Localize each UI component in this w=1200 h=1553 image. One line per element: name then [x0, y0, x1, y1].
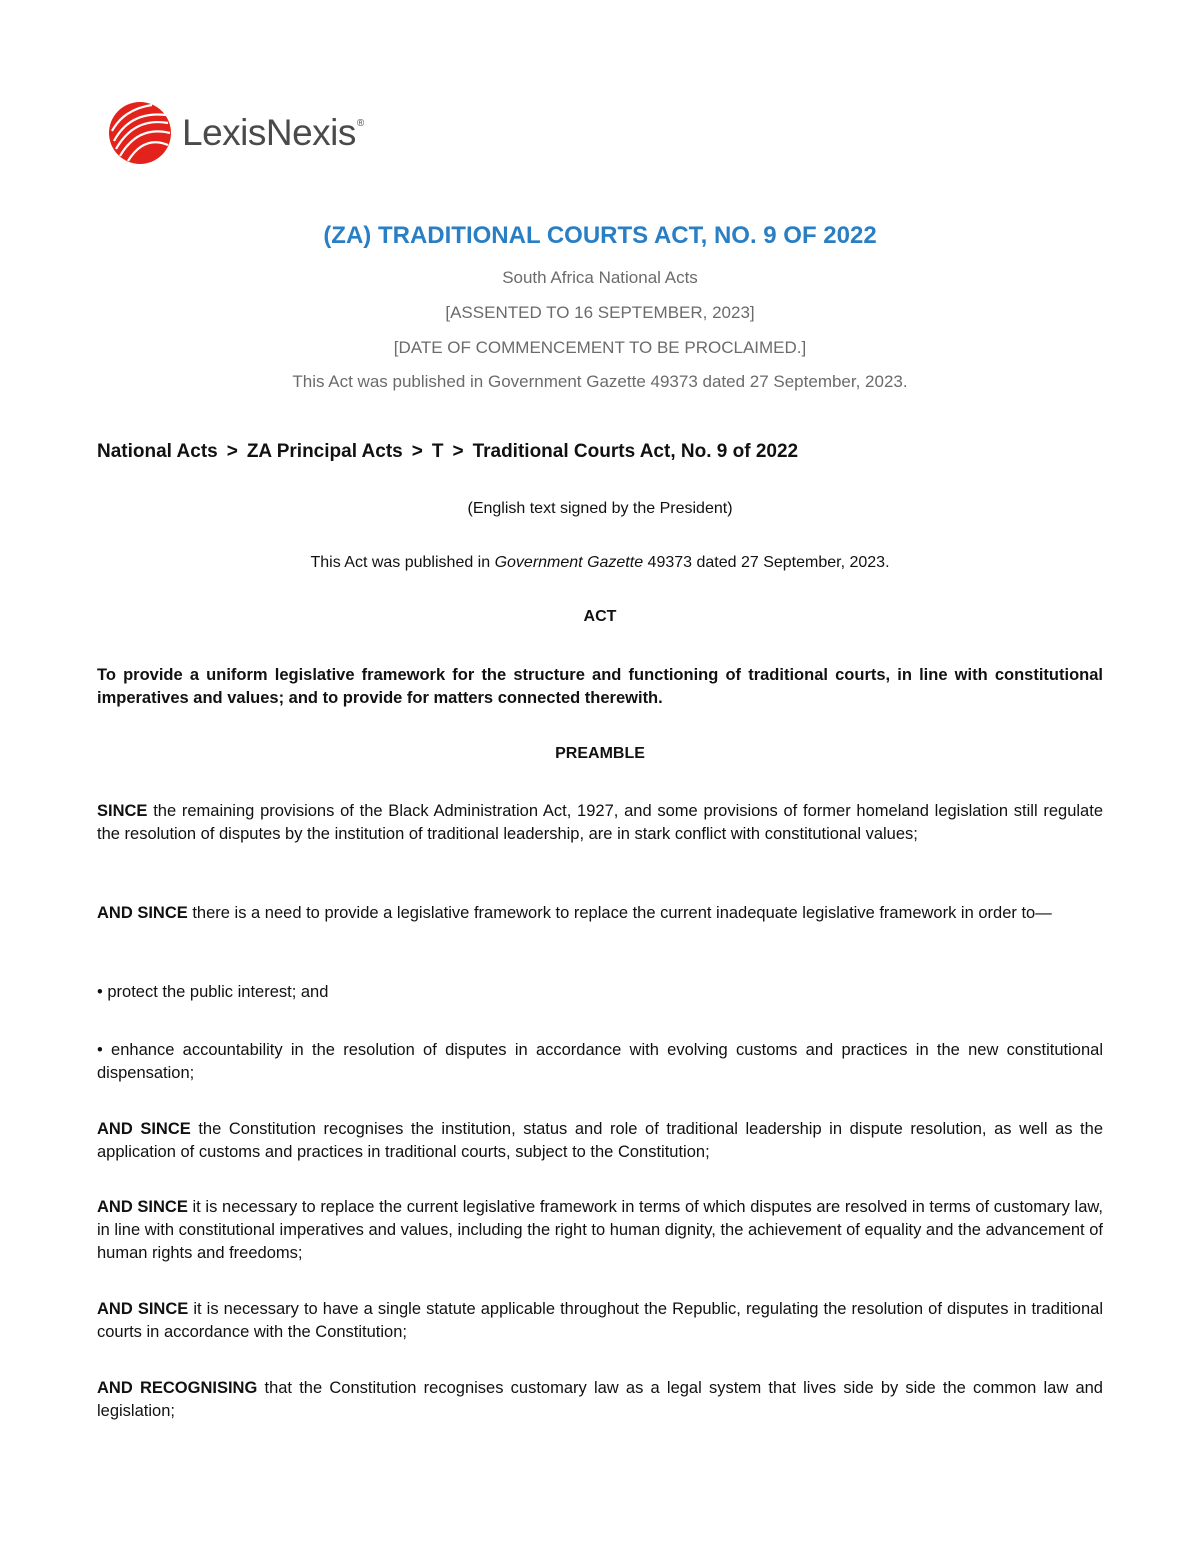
act-purpose: To provide a uniform legislative framework for the structure and functioning of traditional courts, in line with constitutional imperatives and values; and to provide for matters connected therewith. [97, 666, 1103, 707]
preamble-paragraph: AND SINCE the Constitution recognises the institution, status and role of traditional leadership in dispute resolution, as well as the application of customs and practices in traditional courts, subject to the Constitution; [97, 1120, 1103, 1161]
published-note: This Act was published in Government Gazette 49373 dated 27 September, 2023. [310, 554, 890, 571]
document-title: (ZA) TRADITIONAL COURTS ACT, NO. 9 OF 2022 [323, 222, 877, 249]
breadcrumb-principal-acts[interactable]: ZA Principal Acts [246, 441, 403, 462]
lexisnexis-logo [108, 100, 364, 166]
document-subtitle: South Africa National Acts [502, 268, 698, 287]
preamble-paragraph: AND SINCE there is a need to provide a legislative framework to replace the current inadequate legislative framework in order to— [97, 904, 1052, 922]
breadcrumb-separator: > [452, 441, 464, 462]
lexisnexis-globe-icon [108, 101, 172, 165]
breadcrumb-national-acts[interactable]: National Acts [97, 441, 218, 462]
preamble-paragraph: SINCE the remaining provisions of the Black Administration Act, 1927, and some provisions of former homeland legislation still regulate the resolution of disputes by the institution of traditional leadership, are in stark conflict with constitutional values; [97, 802, 1103, 843]
preamble-paragraph: AND RECOGNISING that the Constitution recognises customary law as a legal system that lives side by side the common law and legislation; [97, 1379, 1103, 1420]
breadcrumb-letter-t[interactable]: T [431, 441, 444, 462]
signed-note: (English text signed by the President) [467, 500, 733, 517]
breadcrumb [97, 441, 798, 463]
breadcrumb-separator: > [411, 441, 423, 462]
preamble-paragraph: AND SINCE it is necessary to have a single statute applicable throughout the Republic, regulating the resolution of disputes in traditional courts in accordance with the Constitution; [97, 1300, 1103, 1341]
gazette-note: This Act was published in Government Gazette 49373 dated 27 September, 2023. [292, 372, 908, 391]
act-heading: ACT [583, 608, 617, 625]
assent-date: [ASSENTED TO 16 SEPTEMBER, 2023] [445, 303, 755, 322]
preamble-heading: PREAMBLE [555, 745, 645, 762]
preamble-bullet: • enhance accountability in the resolution of disputes in accordance with evolving customs and practices in the new constitutional dispensation; [97, 1041, 1103, 1082]
breadcrumb-current-act: Traditional Courts Act, No. 9 of 2022 [472, 441, 799, 462]
breadcrumb-separator: > [226, 441, 238, 462]
logo-wordmark: LexisNexis® [182, 112, 364, 153]
commencement-date: [DATE OF COMMENCEMENT TO BE PROCLAIMED.] [393, 338, 807, 357]
preamble-bullet: • protect the public interest; and [97, 983, 329, 1001]
preamble-paragraph: AND SINCE it is necessary to replace the current legislative framework in terms of which disputes are resolved in terms of customary law, in line with constitutional imperatives and values, including the right to human dignity, the achievement of equality and the advancement of human rights and freedoms; [97, 1198, 1103, 1262]
